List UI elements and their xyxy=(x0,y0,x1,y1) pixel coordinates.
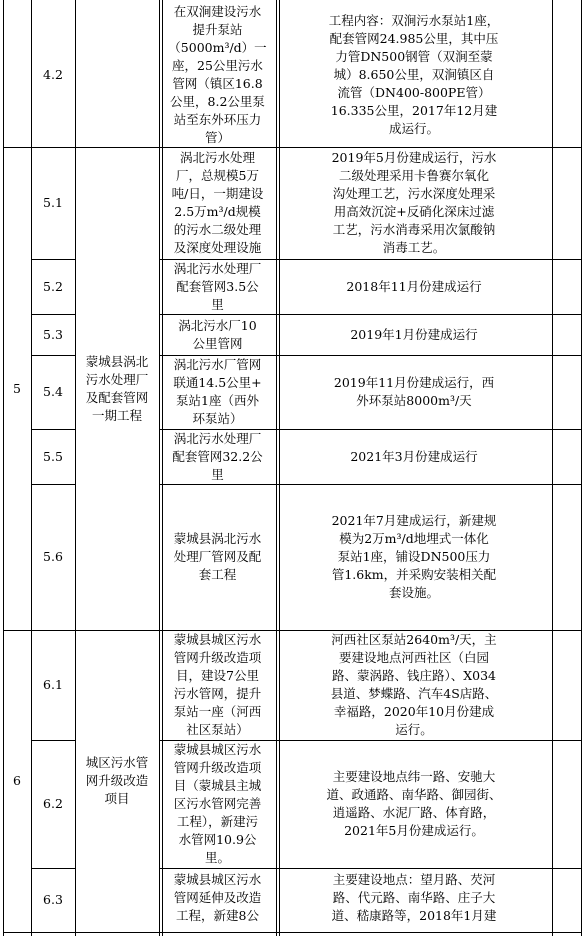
table-border xyxy=(279,0,280,936)
table-border xyxy=(31,429,75,430)
table-border xyxy=(31,314,75,315)
row-status: 2021年3月份建成运行 xyxy=(350,448,478,464)
table-border xyxy=(159,740,582,741)
row-no: 5.5 xyxy=(43,448,63,464)
row-status: 2019年1月份建成运行 xyxy=(350,326,478,342)
table-border xyxy=(159,0,160,936)
row-status: 河西社区泵站2640m³/天，主 要建设地点河西社区（白园 路、蒙涡路、钱庄路）、X034 县道、梦蝶路、汽车4S店路、 幸福路，2020年10月份建成 运行。 xyxy=(330,632,498,737)
table-border xyxy=(31,484,75,485)
table-border xyxy=(31,259,75,260)
row-status: 2018年11月份建成运行 xyxy=(346,278,482,294)
group-id-5: 5 xyxy=(13,380,21,396)
table-border xyxy=(159,314,582,315)
row-no: 5.4 xyxy=(43,384,63,399)
row-content: 涡北污水处理厂 配套管网3.5公 里 xyxy=(173,260,262,312)
row-status: 2019年5月份建成运行，污水 二级处理采用卡鲁赛尔氧化 沟处理工艺，污水深度处理采 用高效沉淀+反硝化深床过滤 工艺，污水消毒采用次氯酸钠 消毒工艺。 xyxy=(331,150,497,255)
row-no: 6.3 xyxy=(43,892,63,907)
group-id-6: 6 xyxy=(13,773,21,788)
table-border xyxy=(3,630,582,631)
row-no: 5.2 xyxy=(43,278,63,294)
group-name-6: 城区污水管 网升级改造 项目 xyxy=(85,755,149,806)
table-border xyxy=(3,932,582,933)
row-no: 6.2 xyxy=(43,796,63,811)
row-no: 5.1 xyxy=(43,195,63,210)
table-border xyxy=(31,355,75,356)
table-border xyxy=(162,0,163,936)
table-border xyxy=(3,0,4,936)
row-content: 涡北污水处理厂 配套管网32.2公 里 xyxy=(172,430,263,482)
table-border xyxy=(159,484,582,485)
table-border xyxy=(276,0,277,936)
table-border xyxy=(31,868,75,869)
row-content: 在双涧建设污水 提升泵站 （5000m³/d）一 座，25公里污水 管网（镇区16.8 公里，8.2公里泵 站至东外环压力 管） xyxy=(168,4,267,145)
group-name-5: 蒙城县涡北 污水处理厂 及配套管网 一期工程 xyxy=(85,353,149,423)
row-content: 蒙城县城区污水 管网延伸及改造 工程，新建8公 xyxy=(173,872,262,923)
table-border xyxy=(552,0,553,936)
row-content: 涡北污水厂10 公里管网 xyxy=(178,317,257,351)
row-no: 6.1 xyxy=(43,677,63,692)
row-no: 5.6 xyxy=(43,549,63,564)
row-no: 4.2 xyxy=(43,67,63,82)
row-status: 主要建设地点：望月路、芡河 路、代元路、南华路、庄子大 道、嵇康路等，2018年1月建 xyxy=(331,872,497,923)
table-border xyxy=(75,0,76,936)
row-content: 蒙城县城区污水 管网升级改造项 目，建设7公里 污水管网，提升 泵站一座（河西 社区泵站） xyxy=(173,632,262,737)
row-content: 蒙城县涡北污水 处理厂管网及配 套工程 xyxy=(173,531,262,582)
table-border xyxy=(159,355,582,356)
row-status: 主要建设地点纬一路、安驰大 道、政通路、南华路、御园街、 逍遥路、水泥厂路、体育路， 2021年5月份建成运行。 xyxy=(326,769,502,838)
row-status: 工程内容：双涧污水泵站1座， 配套管网24.985公里，其中压 力管DN500钢管（双涧至蒙 城）8.650公里，双涧镇区自 流管（DN400-800PE管） 16.335公里，2017年12月建 成运行。 xyxy=(328,13,500,136)
table-border xyxy=(159,868,582,869)
table-border xyxy=(581,0,582,936)
row-content: 蒙城县城区污水 管网升级改造项 目（蒙城县主城 区污水管网完善 工程），新建污 水管网10.9公 里。 xyxy=(173,742,262,865)
table-border xyxy=(31,0,32,936)
table-border xyxy=(3,147,582,148)
row-content: 涡北污水处理 厂，总规模5万 吨/日，一期建设 2.5万m³/d规模 的污水二级处理 及深度处理设施 xyxy=(171,150,264,255)
table-border xyxy=(31,740,75,741)
row-content: 涡北污水厂管网 联通14.5公里+ 泵站1座（西外 环泵站） xyxy=(173,357,262,426)
row-no: 5.3 xyxy=(43,326,63,342)
table-border xyxy=(159,429,582,430)
row-status: 2019年11月份建成运行，西 外环泵站8000m³/天 xyxy=(333,375,495,408)
row-status: 2021年7月建成运行，新建规 模为2万m³/d地埋式一体化 泵站1座，铺设DN500压力 管1.6km，并采购安装相关配 套设施。 xyxy=(331,513,497,600)
table-border xyxy=(159,259,582,260)
